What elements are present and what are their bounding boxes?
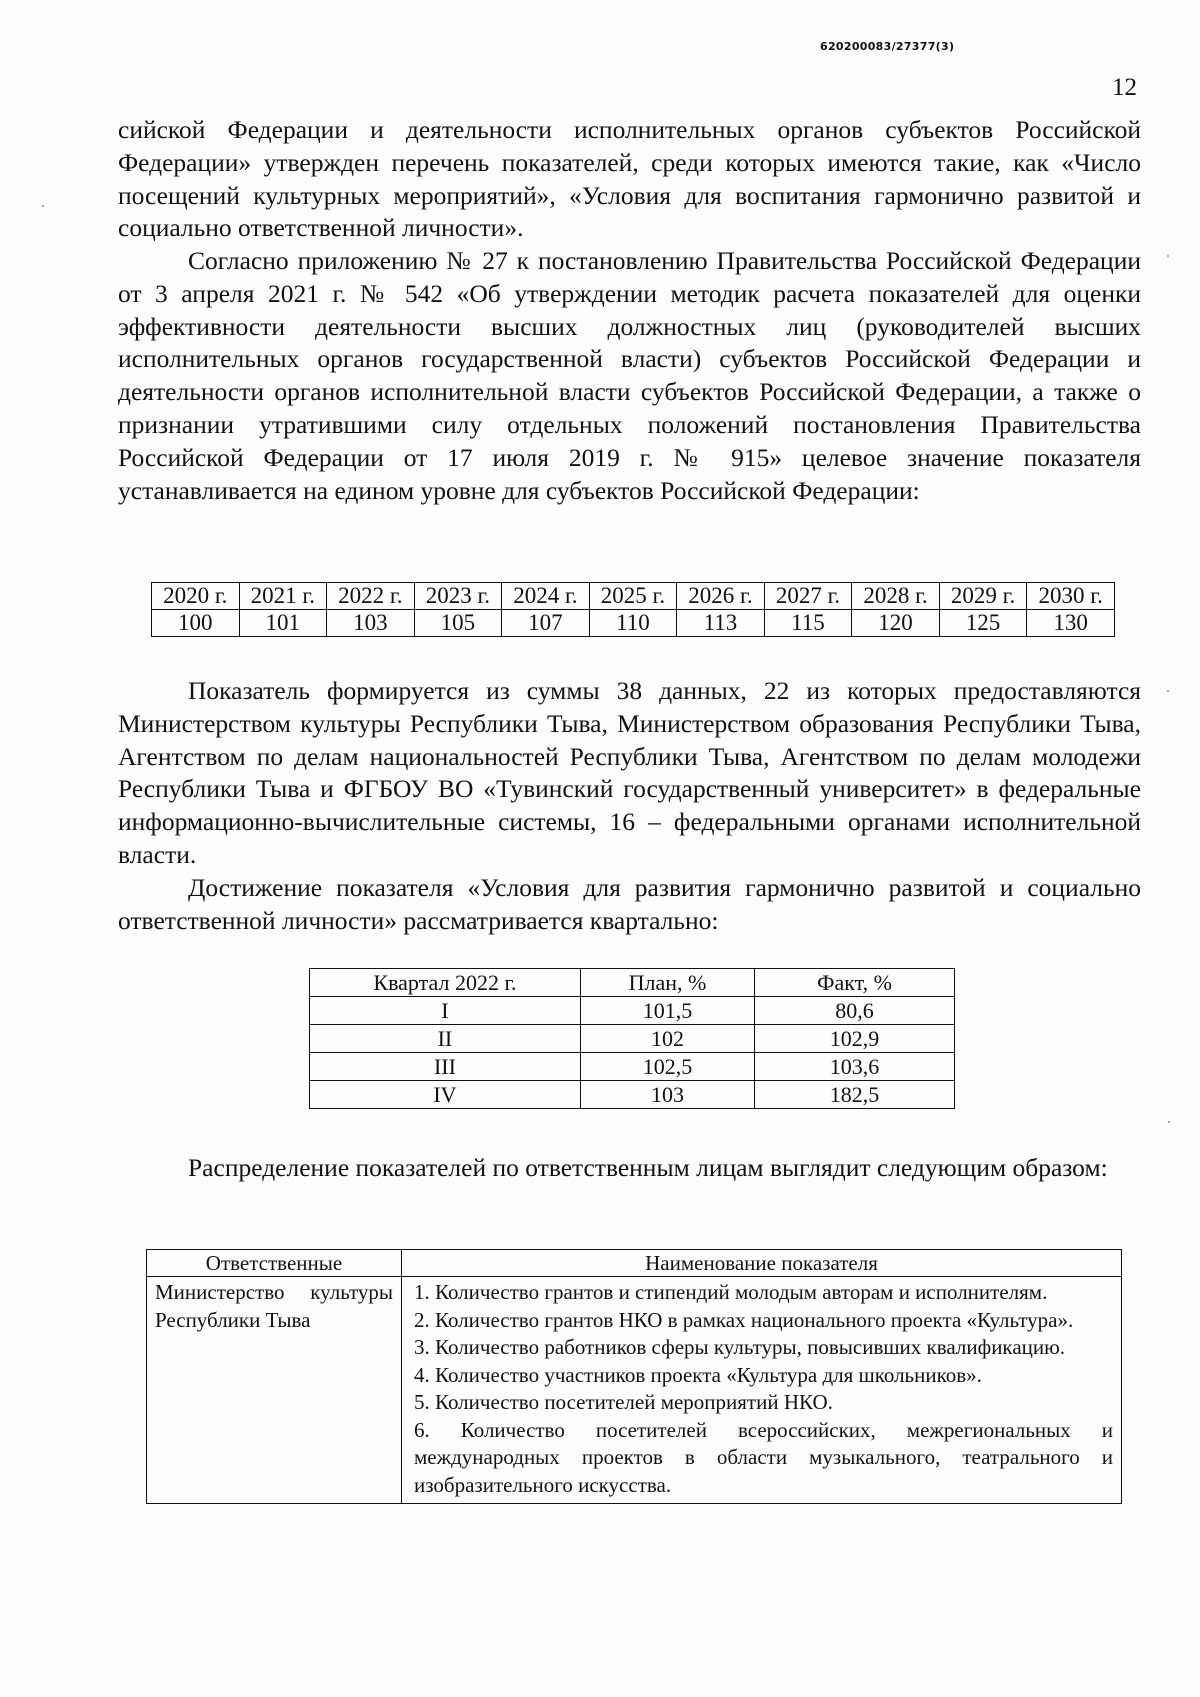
- column-header: План, %: [580, 969, 754, 997]
- year-cell: 2028 г.: [852, 583, 940, 610]
- responsible-name: Министерство культуры Республики Тыва: [155, 1280, 393, 1332]
- document-id: 620200083/27377(3): [820, 40, 955, 53]
- target-values-table: [151, 582, 1115, 637]
- responsible-cell: [147, 1277, 402, 1504]
- column-header: Квартал 2022 г.: [310, 969, 581, 997]
- year-cell: 2024 г.: [502, 583, 590, 610]
- responsibility-table: [146, 1249, 1122, 1504]
- quarter-cell: III: [310, 1053, 581, 1081]
- scan-speck: [1168, 1121, 1170, 1123]
- scan-speck: [42, 205, 44, 207]
- fact-cell: 103,6: [755, 1053, 955, 1081]
- year-cell: 2023 г.: [414, 583, 502, 610]
- table-row: [147, 1277, 1122, 1504]
- year-cell: 2027 г.: [764, 583, 852, 610]
- years-row: [152, 583, 1115, 610]
- indicator-item: 4. Количество участников проекта «Культура для школьников».: [414, 1362, 982, 1387]
- column-header: Факт, %: [755, 969, 955, 997]
- page-number: 12: [1112, 74, 1137, 101]
- indicator-item: 2. Количество грантов НКО в рамках национального проекта «Культура».: [414, 1307, 1074, 1332]
- year-cell: 2025 г.: [589, 583, 677, 610]
- paragraph-5: Распределение показателей по ответственным лицам выглядит следующим образом:: [188, 1153, 1108, 1182]
- table-row: [310, 997, 955, 1025]
- paragraph-3: Показатель формируется из суммы 38 данных, 22 из которых предоставляются Министерством культуры Республики Тыва, Министерством образования Республики Тыва, Агентством по делам национальностей Республики Тыва, Агентством по делам молодежи Республики Тыва и ФГБОУ ВО «Тувинский государственный университет» в федеральные информационно-вычислительные системы, 16 – федеральными органами исполнительной власти.: [118, 676, 1141, 869]
- quarter-cell: IV: [310, 1081, 581, 1109]
- value-cell: 110: [589, 610, 677, 637]
- quarter-cell: II: [310, 1025, 581, 1053]
- table-row: [310, 1081, 955, 1109]
- indicators-cell: [402, 1277, 1122, 1504]
- plan-cell: 102,5: [580, 1053, 754, 1081]
- paragraph-2: Согласно приложению № 27 к постановлению Правительства Российской Федерации от 3 апреля 2021 г. № 542 «Об утверждении методик расчета показателей для оценки эффективности деятельности высших должностных лиц (руководителей высших исполнительных органов государственной власти) субъектов Российской Федерации и деятельности органов исполнительной власти субъектов Российской Федерации, а также о признании утратившими силу отдельных положений постановления Правительства Российской Федерации от 17 июля 2019 г. № 915» целевое значение показателя устанавливается на едином уровне для субъектов Российской Федерации:: [118, 246, 1141, 505]
- paragraph-4: Достижение показателя «Условия для развития гармонично развитой и социально ответственной личности» рассматривается квартально:: [118, 873, 1141, 935]
- column-header: Наименование показателя: [402, 1250, 1122, 1277]
- plan-cell: 102: [580, 1025, 754, 1053]
- value-cell: 120: [852, 610, 940, 637]
- scan-speck: [1167, 255, 1169, 257]
- table-header-row: [310, 969, 955, 997]
- indicator-item: 5. Количество посетителей мероприятий НКО.: [414, 1390, 833, 1414]
- plan-cell: 101,5: [580, 997, 754, 1025]
- value-cell: 113: [677, 610, 765, 637]
- year-cell: 2021 г.: [239, 583, 327, 610]
- scan-speck: [1167, 690, 1169, 692]
- column-header: Ответственные: [147, 1250, 402, 1277]
- table-row: [310, 1025, 955, 1053]
- table-header-row: [147, 1250, 1122, 1277]
- year-cell: 2022 г.: [327, 583, 415, 610]
- fact-cell: 182,5: [755, 1081, 955, 1109]
- quarterly-table: [309, 968, 955, 1109]
- year-cell: 2029 г.: [939, 583, 1027, 610]
- indicator-item: 1. Количество грантов и стипендий молодым авторам и исполнителям.: [414, 1280, 1048, 1304]
- fact-cell: 80,6: [755, 997, 955, 1025]
- value-cell: 115: [764, 610, 852, 637]
- value-cell: 100: [152, 610, 240, 637]
- indicator-item: 3. Количество работников сферы культуры, повысивших квалификацию.: [414, 1335, 1066, 1359]
- value-cell: 101: [239, 610, 327, 637]
- value-cell: 103: [327, 610, 415, 637]
- indicator-item: 6. Количество посетителей всероссийских, межрегиональных и международных проектов в области музыкального, театрального и изобразительного искусства.: [414, 1417, 1113, 1497]
- table-row: [310, 1053, 955, 1081]
- value-cell: 130: [1027, 610, 1115, 637]
- fact-cell: 102,9: [755, 1025, 955, 1053]
- value-cell: 125: [939, 610, 1027, 637]
- quarter-cell: I: [310, 997, 581, 1025]
- value-cell: 105: [414, 610, 502, 637]
- value-cell: 107: [502, 610, 590, 637]
- year-cell: 2030 г.: [1027, 583, 1115, 610]
- values-row: [152, 610, 1115, 637]
- year-cell: 2020 г.: [152, 583, 240, 610]
- year-cell: 2026 г.: [677, 583, 765, 610]
- paragraph-1: сийской Федерации и деятельности исполнительных органов субъектов Российской Федерации» утвержден перечень показателей, среди которых имеются такие, как «Число посещений культурных мероприятий», «Условия для воспитания гармонично развитой и социально ответственной личности».: [118, 115, 1141, 243]
- plan-cell: 103: [580, 1081, 754, 1109]
